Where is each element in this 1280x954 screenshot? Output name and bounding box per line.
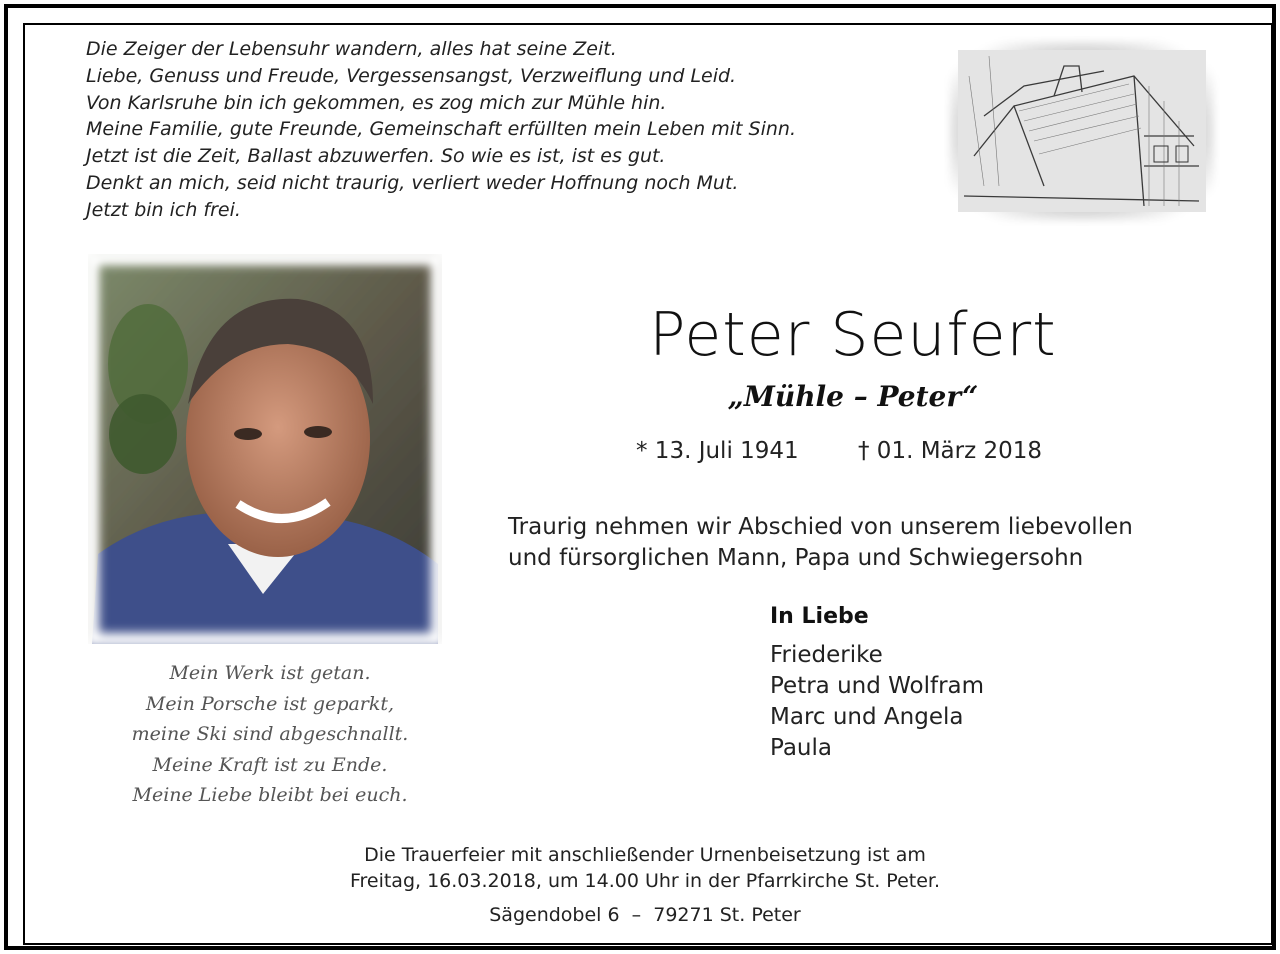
funeral-line: Die Trauerfeier mit anschließender Urnenbeisetzung ist am [364,844,926,866]
poem-line: Denkt an mich, seid nicht traurig, verliert weder Hoffnung noch Mut. [86,171,739,194]
quote-line: meine Ski sind abgeschnallt. [131,723,409,746]
death-date: † 01. März 2018 [858,438,1043,464]
birth-date: * 13. Juli 1941 [636,438,799,464]
portrait-photo [88,254,442,644]
quote-line: Meine Liebe bleibt bei euch. [132,784,408,807]
handwritten-quote [88,658,452,811]
mourners-list [770,640,984,764]
mourner-name: Friederike [770,642,883,668]
mourner-name: Paula [770,735,832,761]
mourners-heading: In Liebe [770,604,869,629]
family-address: Sägendobel 6 – 79271 St. Peter [489,904,801,926]
quote-line: Mein Porsche ist geparkt, [145,692,395,715]
farewell-line: und fürsorglichen Mann, Papa und Schwiegersohn [508,545,1084,571]
funeral-info [240,842,1050,894]
quote-line: Meine Kraft ist zu Ende. [152,753,388,776]
deceased-name: Peter Seufert [649,300,1057,370]
poem-line: Jetzt bin ich frei. [86,198,241,221]
farewell-line: Traurig nehmen wir Abschied von unserem liebevollen [508,514,1133,540]
poem-line: Von Karlsruhe bin ich gekommen, es zog mich zur Mühle hin. [86,91,667,114]
mill-sketch-image [944,36,1220,226]
poem [86,36,796,224]
farewell-text [508,512,1133,574]
poem-line: Liebe, Genuss und Freude, Vergessensangst, Verzweiflung und Leid. [86,64,737,87]
quote-line: Mein Werk ist getan. [169,662,371,684]
poem-line: Meine Familie, gute Freunde, Gemeinschaft erfüllten mein Leben mit Sinn. [86,118,796,141]
mourner-name: Marc und Angela [770,704,964,730]
funeral-line: Freitag, 16.03.2018, um 14.00 Uhr in der Pfarrkirche St. Peter. [349,870,941,892]
mourner-name: Petra und Wolfram [770,673,985,699]
deceased-nickname: „Mühle – Peter“ [727,380,979,413]
poem-line: Die Zeiger der Lebensuhr wandern, alles hat seine Zeit. [86,38,617,60]
poem-line: Jetzt ist die Zeit, Ballast abzuwerfen. So wie es ist, ist es gut. [86,145,666,168]
